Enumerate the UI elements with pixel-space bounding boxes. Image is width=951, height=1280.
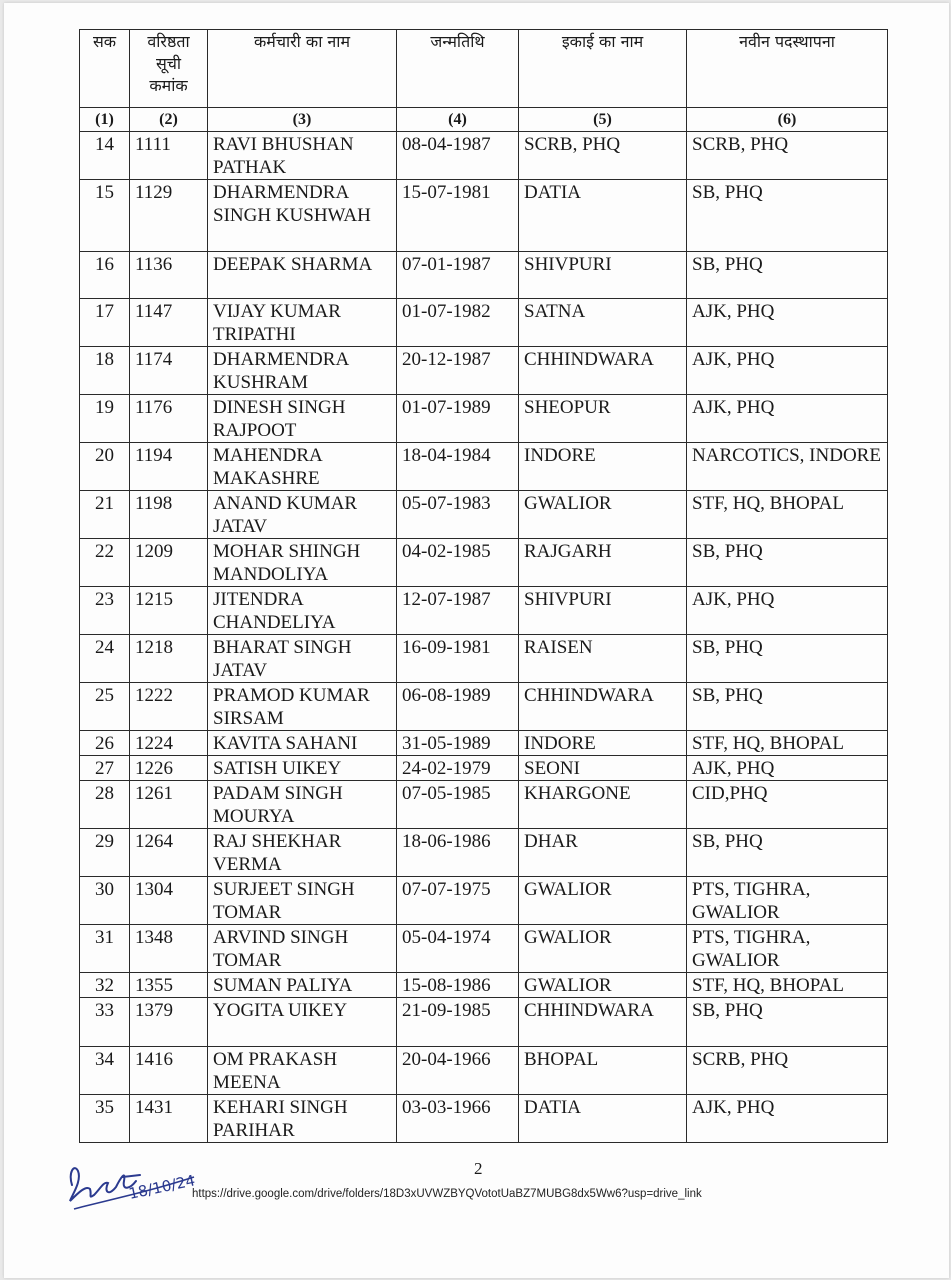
posting-cell: AJK, PHQ — [687, 1095, 888, 1143]
posting-cell: SB, PHQ — [687, 829, 888, 877]
table-row — [80, 756, 888, 781]
posting-cell: SB, PHQ — [687, 683, 888, 731]
serial-cell: 18 — [80, 347, 130, 395]
dob-cell: 04-02-1985 — [397, 539, 519, 587]
posting-cell: SCRB, PHQ — [687, 1047, 888, 1095]
dob-cell: 20-04-1966 — [397, 1047, 519, 1095]
dob-cell: 15-07-1981 — [397, 180, 519, 252]
serial-cell: 25 — [80, 683, 130, 731]
table-row — [80, 925, 888, 973]
table-row — [80, 635, 888, 683]
serial-cell: 29 — [80, 829, 130, 877]
posting-cell: SB, PHQ — [687, 998, 888, 1047]
unit-cell: GWALIOR — [519, 925, 687, 973]
unit-cell: CHHINDWARA — [519, 347, 687, 395]
seniority-cell: 1176 — [130, 395, 208, 443]
posting-cell: AJK, PHQ — [687, 347, 888, 395]
name-cell: RAJ SHEKHAR VERMA — [208, 829, 397, 877]
header-sn: सक — [80, 30, 130, 108]
posting-cell: AJK, PHQ — [687, 299, 888, 347]
unit-cell: DATIA — [519, 1095, 687, 1143]
serial-cell: 20 — [80, 443, 130, 491]
col-number: (3) — [208, 108, 397, 132]
serial-cell: 32 — [80, 973, 130, 998]
dob-cell: 12-07-1987 — [397, 587, 519, 635]
seniority-cell: 1174 — [130, 347, 208, 395]
dob-cell: 31-05-1989 — [397, 731, 519, 756]
table-body — [80, 132, 888, 1143]
posting-cell: NARCOTICS, INDORE — [687, 443, 888, 491]
table-row — [80, 973, 888, 998]
unit-cell: BHOPAL — [519, 1047, 687, 1095]
name-cell: PRAMOD KUMAR SIRSAM — [208, 683, 397, 731]
unit-cell: INDORE — [519, 443, 687, 491]
seniority-cell: 1129 — [130, 180, 208, 252]
posting-cell: STF, HQ, BHOPAL — [687, 731, 888, 756]
unit-cell: KHARGONE — [519, 781, 687, 829]
table-row — [80, 347, 888, 395]
name-cell: MOHAR SHINGH MANDOLIYA — [208, 539, 397, 587]
unit-cell: CHHINDWARA — [519, 683, 687, 731]
header-row — [80, 30, 888, 108]
dob-cell: 07-05-1985 — [397, 781, 519, 829]
posting-cell: STF, HQ, BHOPAL — [687, 491, 888, 539]
header-dob: जन्मतिथि — [397, 30, 519, 108]
serial-cell: 21 — [80, 491, 130, 539]
document-page — [4, 3, 949, 1278]
seniority-cell: 1136 — [130, 252, 208, 299]
unit-cell: SATNA — [519, 299, 687, 347]
table-row — [80, 1047, 888, 1095]
dob-cell: 07-07-1975 — [397, 877, 519, 925]
seniority-cell: 1209 — [130, 539, 208, 587]
seniority-cell: 1264 — [130, 829, 208, 877]
seniority-cell: 1215 — [130, 587, 208, 635]
serial-cell: 35 — [80, 1095, 130, 1143]
dob-cell: 05-07-1983 — [397, 491, 519, 539]
seniority-cell: 1147 — [130, 299, 208, 347]
posting-cell: SCRB, PHQ — [687, 132, 888, 180]
name-cell: DHARMENDRA KUSHRAM — [208, 347, 397, 395]
name-cell: VIJAY KUMAR TRIPATHI — [208, 299, 397, 347]
unit-cell: CHHINDWARA — [519, 998, 687, 1047]
name-cell: SUMAN PALIYA — [208, 973, 397, 998]
col-number: (6) — [687, 108, 888, 132]
dob-cell: 24-02-1979 — [397, 756, 519, 781]
name-cell: ANAND KUMAR JATAV — [208, 491, 397, 539]
serial-cell: 26 — [80, 731, 130, 756]
dob-cell: 08-04-1987 — [397, 132, 519, 180]
seniority-cell: 1416 — [130, 1047, 208, 1095]
name-cell: KAVITA SAHANI — [208, 731, 397, 756]
serial-cell: 34 — [80, 1047, 130, 1095]
serial-cell: 19 — [80, 395, 130, 443]
column-number-row — [80, 108, 888, 132]
posting-cell: SB, PHQ — [687, 539, 888, 587]
table-row — [80, 180, 888, 252]
serial-cell: 17 — [80, 299, 130, 347]
dob-cell: 03-03-1966 — [397, 1095, 519, 1143]
seniority-cell: 1222 — [130, 683, 208, 731]
name-cell: BHARAT SINGH JATAV — [208, 635, 397, 683]
name-cell: OM PRAKASH MEENA — [208, 1047, 397, 1095]
serial-cell: 31 — [80, 925, 130, 973]
name-cell: PADAM SINGH MOURYA — [208, 781, 397, 829]
dob-cell: 01-07-1989 — [397, 395, 519, 443]
name-cell: DHARMENDRA SINGH KUSHWAH — [208, 180, 397, 252]
table-row — [80, 395, 888, 443]
table-row — [80, 998, 888, 1047]
serial-cell: 30 — [80, 877, 130, 925]
dob-cell: 01-07-1982 — [397, 299, 519, 347]
dob-cell: 07-01-1987 — [397, 252, 519, 299]
svg-text:18/10/24: 18/10/24 — [127, 1171, 197, 1203]
serial-cell: 28 — [80, 781, 130, 829]
table-row — [80, 781, 888, 829]
unit-cell: RAJGARH — [519, 539, 687, 587]
name-cell: YOGITA UIKEY — [208, 998, 397, 1047]
posting-cell: PTS, TIGHRA, GWALIOR — [687, 877, 888, 925]
serial-cell: 33 — [80, 998, 130, 1047]
header-posting: नवीन पदस्थापना — [687, 30, 888, 108]
name-cell: SURJEET SINGH TOMAR — [208, 877, 397, 925]
table-row — [80, 443, 888, 491]
seniority-cell: 1355 — [130, 973, 208, 998]
dob-cell: 20-12-1987 — [397, 347, 519, 395]
posting-cell: SB, PHQ — [687, 635, 888, 683]
serial-cell: 14 — [80, 132, 130, 180]
seniority-cell: 1224 — [130, 731, 208, 756]
seniority-cell: 1304 — [130, 877, 208, 925]
col-number: (4) — [397, 108, 519, 132]
posting-cell: CID,PHQ — [687, 781, 888, 829]
seniority-cell: 1348 — [130, 925, 208, 973]
table-row — [80, 299, 888, 347]
dob-cell: 15-08-1986 — [397, 973, 519, 998]
drive-link[interactable]: https://drive.google.com/drive/folders/18D3xUVWZBYQVototUaBZ7MUBG8dx5Ww6?usp=drive_link — [192, 1188, 702, 1200]
unit-cell: RAISEN — [519, 635, 687, 683]
header-name: कर्मचारी का नाम — [208, 30, 397, 108]
dob-cell: 06-08-1989 — [397, 683, 519, 731]
serial-cell: 23 — [80, 587, 130, 635]
dob-cell: 16-09-1981 — [397, 635, 519, 683]
unit-cell: INDORE — [519, 731, 687, 756]
posting-cell: AJK, PHQ — [687, 395, 888, 443]
serial-cell: 27 — [80, 756, 130, 781]
name-cell: JITENDRA CHANDELIYA — [208, 587, 397, 635]
seniority-cell: 1379 — [130, 998, 208, 1047]
seniority-cell: 1198 — [130, 491, 208, 539]
serial-cell: 16 — [80, 252, 130, 299]
dob-cell: 05-04-1974 — [397, 925, 519, 973]
seniority-cell: 1226 — [130, 756, 208, 781]
unit-cell: SHIVPURI — [519, 252, 687, 299]
handwritten-signature — [64, 1155, 204, 1217]
table-row — [80, 1095, 888, 1143]
posting-cell: AJK, PHQ — [687, 756, 888, 781]
table-row — [80, 491, 888, 539]
table-row — [80, 683, 888, 731]
table-row — [80, 539, 888, 587]
col-number: (5) — [519, 108, 687, 132]
name-cell: MAHENDRA MAKASHRE — [208, 443, 397, 491]
serial-cell: 15 — [80, 180, 130, 252]
serial-cell: 24 — [80, 635, 130, 683]
posting-cell: SB, PHQ — [687, 252, 888, 299]
posting-cell: SB, PHQ — [687, 180, 888, 252]
name-cell: DINESH SINGH RAJPOOT — [208, 395, 397, 443]
table-row — [80, 829, 888, 877]
posting-cell: PTS, TIGHRA, GWALIOR — [687, 925, 888, 973]
dob-cell: 18-06-1986 — [397, 829, 519, 877]
table-row — [80, 731, 888, 756]
page-number: 2 — [474, 1159, 483, 1178]
seniority-cell: 1431 — [130, 1095, 208, 1143]
table-row — [80, 252, 888, 299]
unit-cell: GWALIOR — [519, 491, 687, 539]
header-seniority: वरिष्ठता सूची कमांक — [130, 30, 208, 108]
unit-cell: SHEOPUR — [519, 395, 687, 443]
name-cell: RAVI BHUSHAN PATHAK — [208, 132, 397, 180]
serial-cell: 22 — [80, 539, 130, 587]
table-row — [80, 587, 888, 635]
table-row — [80, 877, 888, 925]
unit-cell: GWALIOR — [519, 877, 687, 925]
unit-cell: SCRB, PHQ — [519, 132, 687, 180]
name-cell: SATISH UIKEY — [208, 756, 397, 781]
unit-cell: DHAR — [519, 829, 687, 877]
dob-cell: 21-09-1985 — [397, 998, 519, 1047]
name-cell: ARVIND SINGH TOMAR — [208, 925, 397, 973]
seniority-cell: 1261 — [130, 781, 208, 829]
unit-cell: GWALIOR — [519, 973, 687, 998]
col-number: (2) — [130, 108, 208, 132]
seniority-cell: 1111 — [130, 132, 208, 180]
unit-cell: SHIVPURI — [519, 587, 687, 635]
seniority-cell: 1194 — [130, 443, 208, 491]
name-cell: DEEPAK SHARMA — [208, 252, 397, 299]
unit-cell: SEONI — [519, 756, 687, 781]
unit-cell: DATIA — [519, 180, 687, 252]
posting-cell: STF, HQ, BHOPAL — [687, 973, 888, 998]
transfer-table — [79, 29, 888, 1143]
table-row — [80, 132, 888, 180]
posting-cell: AJK, PHQ — [687, 587, 888, 635]
header-unit: इकाई का नाम — [519, 30, 687, 108]
dob-cell: 18-04-1984 — [397, 443, 519, 491]
seniority-cell: 1218 — [130, 635, 208, 683]
col-number: (1) — [80, 108, 130, 132]
name-cell: KEHARI SINGH PARIHAR — [208, 1095, 397, 1143]
